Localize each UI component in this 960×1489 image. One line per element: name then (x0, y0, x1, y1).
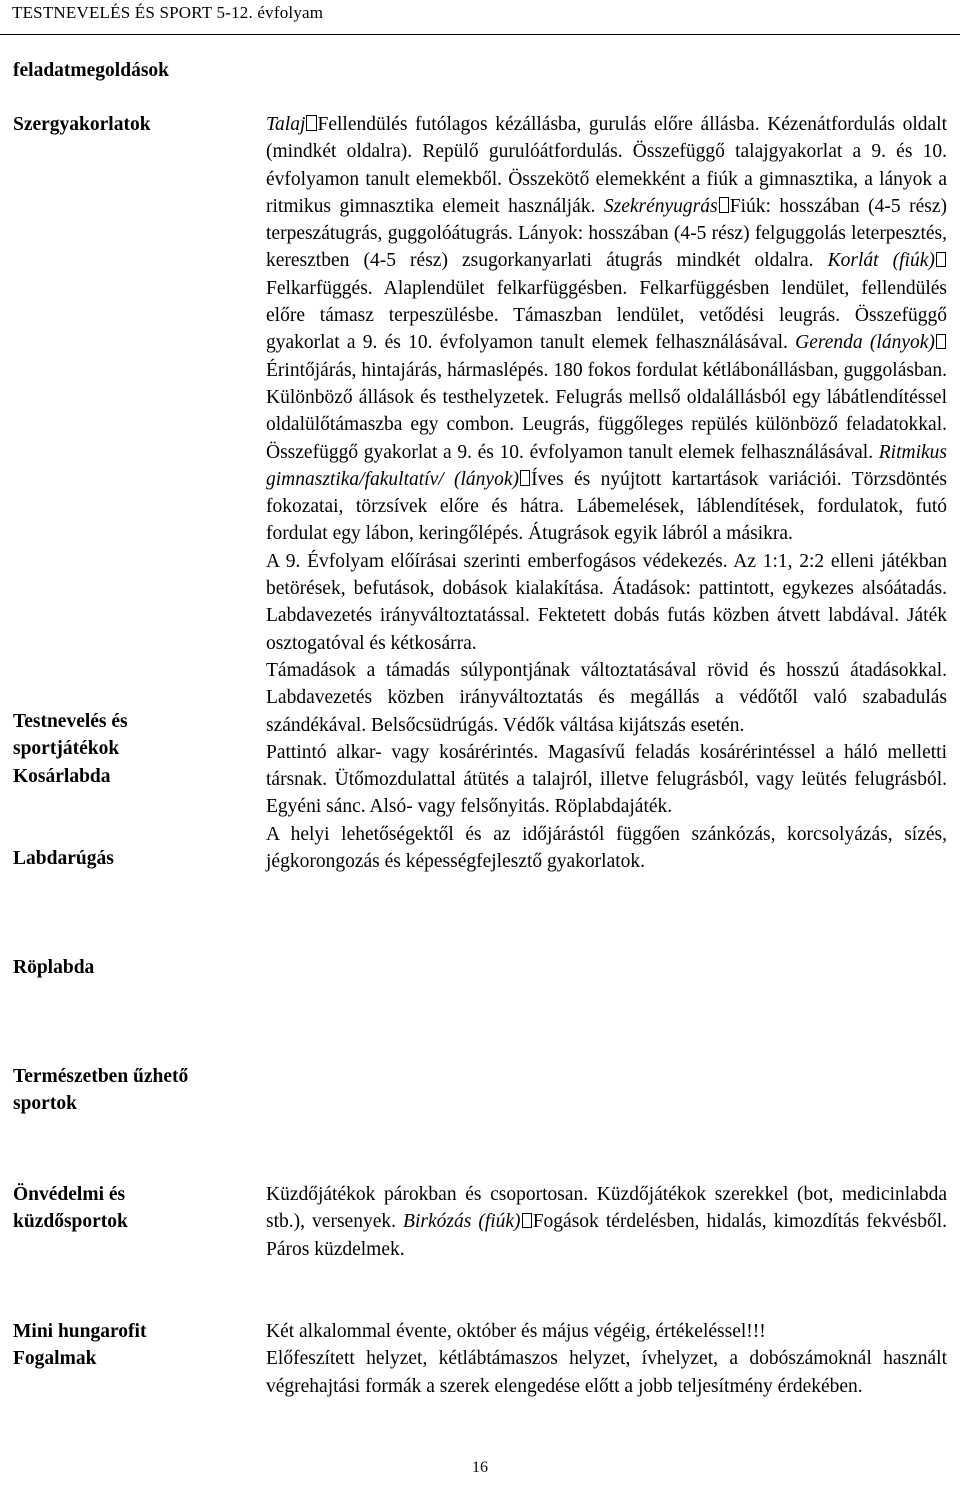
mini-text1: Két alkalommal évente, október és május végéig, értékeléssel!!! (266, 1321, 766, 1342)
termeszet-paragraph: A helyi lehetőségektől és az időjárástól függően szánkózás, korcsolyázás, sízés, jégkorongozás és képességfejlesztő gyakorlatok. (266, 823, 947, 873)
onvedelmi-paragraph (266, 1181, 947, 1263)
ritmikus-text: Íves és nyújtott kartartások variációi. Törzsdöntés fokozatai, törzsívek előre és hátra. Lábemelések, láblendítések, fordulatok, futó fordulat egy lábon, keringőlépés. Átugrások egyik lábról a másikra. (266, 468, 947, 545)
kosarlabda-paragraph: A 9. Évfolyam előírásai szerinti emberfogásos védekezés. Az 1:1, 2:2 elleni játékban betörések, befutások, dobások kialakítása. Átadások: pattintott, egykezes alsóátadás. Labdavezetés irányváltoztatással. Fektetett dobás futás közben átvett labdával. Játék osztogatóval és kétkosárra. (266, 550, 947, 654)
birkozas-label: Birkózás (fiúk) (403, 1211, 521, 1233)
roplabda-paragraph: Pattintó alkar- vagy kosárérintés. Magasívű feladás kosárérintéssel a háló melletti társnak. Ütőmozdulattal átütés a talajról, illetve felugrásból, vagy leütés felugrásból. Egyéni sánc. Alsó- vagy felsőnyitás. Röplabdajáték. (266, 741, 947, 818)
labdarugas-paragraph: Támadások a támadás súlypontjának változtatásával rövid és hosszú átadásokkal. Labdavezetés közben irányváltoztatás és megállás a védőtől való szabadulás szándékával. Belsőcsüdrúgás. Védők váltása kijátszás esetén. (266, 659, 947, 736)
label-sportjatekok: Testnevelés és sportjátékok (13, 711, 128, 759)
mini-content (266, 1318, 947, 1400)
box-glyph-icon (936, 334, 946, 350)
szekreny-text: Fiúk: hosszában (4-5 rész) terpeszátugrás, guggolóátugrás. Lányok: hosszában (4-5 rész) felguggolás leterpesztés, keresztben (4-5 rész) zsugorkanyarlati átugrás mindkét oldalra. (266, 195, 947, 272)
korlat-label: Korlát (fiúk) (827, 250, 935, 272)
header-title: TESTNEVELÉS ÉS SPORT 5-12. évfolyam (12, 3, 324, 22)
section-title: feladatmegoldások (13, 60, 169, 81)
szekreny-label: Szekrényugrás (603, 195, 718, 217)
box-glyph-icon (936, 252, 946, 268)
label-termeszet: Természetben űzhető sportok (13, 1066, 189, 1114)
onvedelmi-content (266, 1181, 947, 1263)
mini-label: Mini hungarofit Fogalmak (13, 1321, 147, 1369)
label-labdarugas: Labdarúgás (13, 848, 114, 869)
gerenda-text: Érintőjárás, hintajárás, hármaslépés. 180 fokos fordulat kétlábonállásban, guggolásban. Különböző állások és testhelyzetek. Felugrás mellső oldalállásból egy lábátlendítéssel oldalülőtámaszba egy combon. Leugrás, függőleges repülés különböző feladatokkal. Összefüggő gyakorlat a 9. és 10. évfolyamon tanult elemek felhasználásával. (266, 359, 947, 463)
page-header (0, 0, 960, 35)
szergyakorlat-paragraph (266, 111, 947, 548)
label-kosarlabda: Kosárlabda (13, 766, 111, 787)
box-glyph-icon (719, 197, 729, 213)
korlat-text: Felkarfüggés. Alaplendület felkarfüggésben. Felkarfüggésben lendület, fellendülés előre támasz terpeszülésbe. Támaszban lendület, vetődési leugrás. Összefüggő gyakorlat a 9. és 10. évfolyamon tanult elemek felhasználásával. (266, 277, 947, 354)
ritmikus-label: Ritmikus gimnasztika/fakultatív/ (lányok) (266, 441, 947, 490)
label-roplabda: Röplabda (13, 957, 95, 978)
talaj-text: Fellendülés futólagos kézállásba, gurulás előre állásba. Kézenátfordulás oldalt (mindkét oldalra). Repülő gurulóátfordulás. Összefüggő talajgyakorlat a 9. és 10. évfolyamon tanult elemekből. Összekötő elemekként a fiúk a gimnasztika, a lányok a ritmikus gimnasztika elemeit használják. (266, 114, 947, 217)
onvedelmi-text2: Fogások térdelésben, hidalás, kimozdítás fekvésből. Páros küzdelmek. (266, 1211, 947, 1260)
onvedelmi-label: Önvédelmi és küzdősportok (13, 1184, 128, 1232)
box-glyph-icon (306, 115, 316, 131)
talaj-label: Talaj (266, 114, 306, 135)
mini-text2: Előfeszített helyzet, kétlábtámaszos helyzet, ívhelyzet, a dobószámoknál használt végrehajtási formák a szerek elengedése előtt a jobb teljesítmény érdekében. (266, 1348, 947, 1397)
onvedelmi-text1: Küzdőjátékok párokban és csoportosan. Küzdőjátékok szerekkel (bot, medicinlabda stb.), versenyek. (266, 1184, 947, 1233)
label-szergyakorlatok: Szergyakorlatok (13, 114, 151, 135)
page-number: 16 (472, 1459, 488, 1476)
gerenda-label: Gerenda (lányok) (795, 332, 935, 354)
box-glyph-icon (522, 1213, 532, 1229)
main-content (266, 111, 947, 875)
box-glyph-icon (520, 470, 530, 486)
